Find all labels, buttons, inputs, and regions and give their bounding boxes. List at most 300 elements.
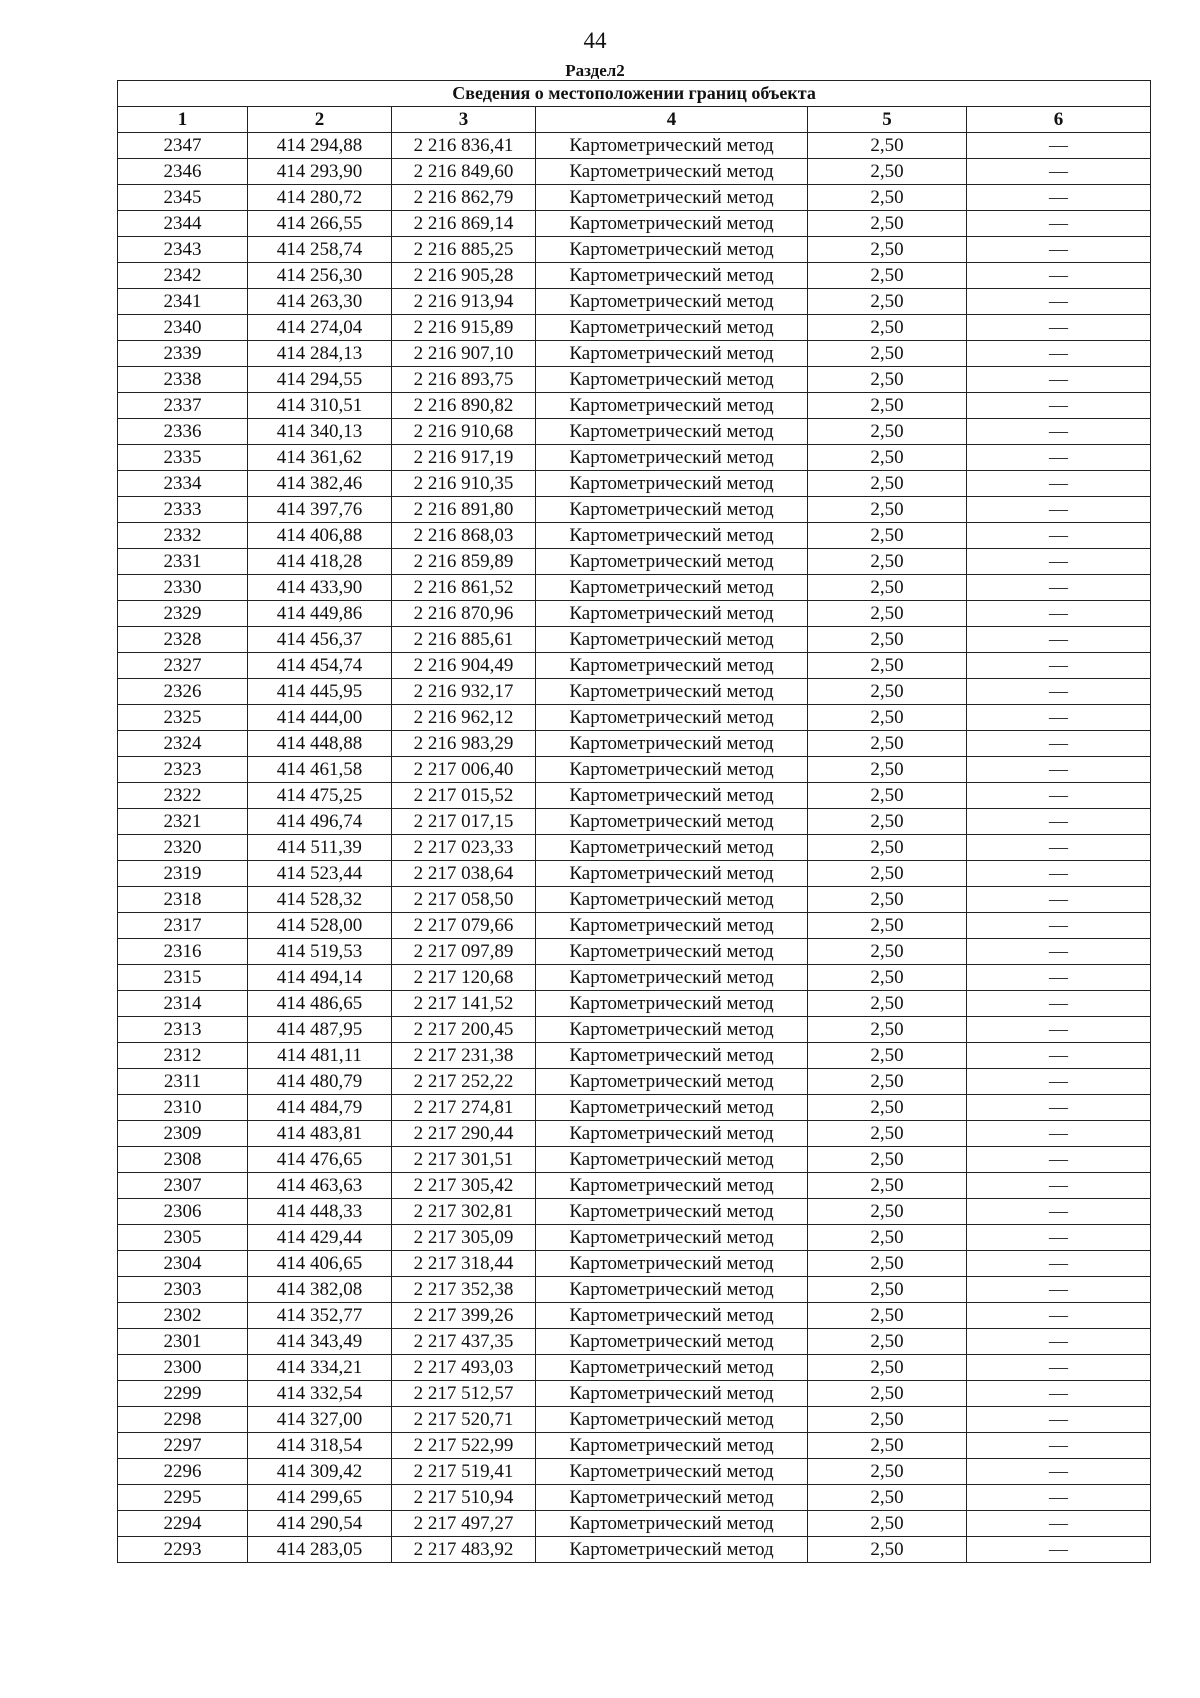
x-coordinate-cell: 414 283,05 xyxy=(248,1537,392,1563)
y-coordinate-cell: 2 217 274,81 xyxy=(392,1095,536,1121)
accuracy-cell: 2,50 xyxy=(808,445,967,471)
y-coordinate-cell: 2 217 200,45 xyxy=(392,1017,536,1043)
x-coordinate-cell: 414 445,95 xyxy=(248,679,392,705)
point-number-cell: 2323 xyxy=(118,757,248,783)
y-coordinate-cell: 2 216 915,89 xyxy=(392,315,536,341)
y-coordinate-cell: 2 217 318,44 xyxy=(392,1251,536,1277)
description-cell: — xyxy=(967,289,1151,315)
description-cell: — xyxy=(967,965,1151,991)
x-coordinate-cell: 414 327,00 xyxy=(248,1407,392,1433)
y-coordinate-cell: 2 217 519,41 xyxy=(392,1459,536,1485)
method-cell: Картометрический метод xyxy=(536,627,808,653)
description-cell: — xyxy=(967,939,1151,965)
y-coordinate-cell: 2 217 399,26 xyxy=(392,1303,536,1329)
table-row xyxy=(118,991,1151,1017)
x-coordinate-cell: 414 444,00 xyxy=(248,705,392,731)
accuracy-cell: 2,50 xyxy=(808,497,967,523)
y-coordinate-cell: 2 217 252,22 xyxy=(392,1069,536,1095)
accuracy-cell: 2,50 xyxy=(808,783,967,809)
description-cell: — xyxy=(967,1069,1151,1095)
x-coordinate-cell: 414 266,55 xyxy=(248,211,392,237)
point-number-cell: 2346 xyxy=(118,159,248,185)
y-coordinate-cell: 2 217 015,52 xyxy=(392,783,536,809)
point-number-cell: 2309 xyxy=(118,1121,248,1147)
method-cell: Картометрический метод xyxy=(536,1277,808,1303)
table-row xyxy=(118,341,1151,367)
y-coordinate-cell: 2 217 352,38 xyxy=(392,1277,536,1303)
table-row xyxy=(118,1199,1151,1225)
point-number-cell: 2344 xyxy=(118,211,248,237)
description-cell: — xyxy=(967,497,1151,523)
point-number-cell: 2329 xyxy=(118,601,248,627)
table-row xyxy=(118,1485,1151,1511)
table-row xyxy=(118,1043,1151,1069)
point-number-cell: 2341 xyxy=(118,289,248,315)
y-coordinate-cell: 2 217 520,71 xyxy=(392,1407,536,1433)
description-cell: — xyxy=(967,1381,1151,1407)
x-coordinate-cell: 414 334,21 xyxy=(248,1355,392,1381)
point-number-cell: 2338 xyxy=(118,367,248,393)
x-coordinate-cell: 414 480,79 xyxy=(248,1069,392,1095)
accuracy-cell: 2,50 xyxy=(808,887,967,913)
method-cell: Картометрический метод xyxy=(536,861,808,887)
method-cell: Картометрический метод xyxy=(536,835,808,861)
table-row xyxy=(118,1095,1151,1121)
description-cell: — xyxy=(967,809,1151,835)
point-number-cell: 2299 xyxy=(118,1381,248,1407)
table-row xyxy=(118,497,1151,523)
point-number-cell: 2301 xyxy=(118,1329,248,1355)
accuracy-cell: 2,50 xyxy=(808,1485,967,1511)
description-cell: — xyxy=(967,1355,1151,1381)
y-coordinate-cell: 2 217 006,40 xyxy=(392,757,536,783)
y-coordinate-cell: 2 217 141,52 xyxy=(392,991,536,1017)
point-number-cell: 2307 xyxy=(118,1173,248,1199)
x-coordinate-cell: 414 463,63 xyxy=(248,1173,392,1199)
method-cell: Картометрический метод xyxy=(536,419,808,445)
x-coordinate-cell: 414 280,72 xyxy=(248,185,392,211)
table-row xyxy=(118,809,1151,835)
description-cell: — xyxy=(967,393,1151,419)
table-row xyxy=(118,575,1151,601)
x-coordinate-cell: 414 448,88 xyxy=(248,731,392,757)
accuracy-cell: 2,50 xyxy=(808,367,967,393)
table-row xyxy=(118,1303,1151,1329)
y-coordinate-cell: 2 217 290,44 xyxy=(392,1121,536,1147)
description-cell: — xyxy=(967,679,1151,705)
point-number-cell: 2330 xyxy=(118,575,248,601)
accuracy-cell: 2,50 xyxy=(808,159,967,185)
method-cell: Картометрический метод xyxy=(536,1355,808,1381)
description-cell: — xyxy=(967,367,1151,393)
method-cell: Картометрический метод xyxy=(536,1147,808,1173)
table-row xyxy=(118,211,1151,237)
y-coordinate-cell: 2 216 891,80 xyxy=(392,497,536,523)
point-number-cell: 2314 xyxy=(118,991,248,1017)
y-coordinate-cell: 2 216 836,41 xyxy=(392,133,536,159)
method-cell: Картометрический метод xyxy=(536,705,808,731)
method-cell: Картометрический метод xyxy=(536,1485,808,1511)
x-coordinate-cell: 414 511,39 xyxy=(248,835,392,861)
page-number: 44 xyxy=(583,28,607,53)
y-coordinate-cell: 2 217 231,38 xyxy=(392,1043,536,1069)
accuracy-cell: 2,50 xyxy=(808,1329,967,1355)
method-cell: Картометрический метод xyxy=(536,1407,808,1433)
accuracy-cell: 2,50 xyxy=(808,1251,967,1277)
x-coordinate-cell: 414 476,65 xyxy=(248,1147,392,1173)
x-coordinate-cell: 414 343,49 xyxy=(248,1329,392,1355)
point-number-cell: 2325 xyxy=(118,705,248,731)
method-cell: Картометрический метод xyxy=(536,1043,808,1069)
table-row xyxy=(118,783,1151,809)
accuracy-cell: 2,50 xyxy=(808,601,967,627)
column-number-row xyxy=(118,107,1151,133)
accuracy-cell: 2,50 xyxy=(808,1277,967,1303)
table-row xyxy=(118,1381,1151,1407)
method-cell: Картометрический метод xyxy=(536,731,808,757)
x-coordinate-cell: 414 481,11 xyxy=(248,1043,392,1069)
accuracy-cell: 2,50 xyxy=(808,1381,967,1407)
y-coordinate-cell: 2 216 859,89 xyxy=(392,549,536,575)
accuracy-cell: 2,50 xyxy=(808,1199,967,1225)
point-number-cell: 2320 xyxy=(118,835,248,861)
method-cell: Картометрический метод xyxy=(536,1225,808,1251)
accuracy-cell: 2,50 xyxy=(808,757,967,783)
description-cell: — xyxy=(967,185,1151,211)
method-cell: Картометрический метод xyxy=(536,783,808,809)
accuracy-cell: 2,50 xyxy=(808,913,967,939)
point-number-cell: 2342 xyxy=(118,263,248,289)
point-number-cell: 2297 xyxy=(118,1433,248,1459)
y-coordinate-cell: 2 216 861,52 xyxy=(392,575,536,601)
description-cell: — xyxy=(967,757,1151,783)
method-cell: Картометрический метод xyxy=(536,523,808,549)
table-row xyxy=(118,1251,1151,1277)
x-coordinate-cell: 414 293,90 xyxy=(248,159,392,185)
x-coordinate-cell: 414 519,53 xyxy=(248,939,392,965)
x-coordinate-cell: 414 352,77 xyxy=(248,1303,392,1329)
method-cell: Картометрический метод xyxy=(536,367,808,393)
x-coordinate-cell: 414 433,90 xyxy=(248,575,392,601)
accuracy-cell: 2,50 xyxy=(808,1355,967,1381)
accuracy-cell: 2,50 xyxy=(808,419,967,445)
x-coordinate-cell: 414 429,44 xyxy=(248,1225,392,1251)
accuracy-cell: 2,50 xyxy=(808,237,967,263)
column-header: 4 xyxy=(536,107,808,133)
description-cell: — xyxy=(967,1043,1151,1069)
point-number-cell: 2304 xyxy=(118,1251,248,1277)
description-cell: — xyxy=(967,1147,1151,1173)
point-number-cell: 2295 xyxy=(118,1485,248,1511)
y-coordinate-cell: 2 216 893,75 xyxy=(392,367,536,393)
y-coordinate-cell: 2 216 910,68 xyxy=(392,419,536,445)
accuracy-cell: 2,50 xyxy=(808,705,967,731)
accuracy-cell: 2,50 xyxy=(808,679,967,705)
table-body xyxy=(118,133,1151,1563)
description-cell: — xyxy=(967,913,1151,939)
table-title: Сведения о местоположении границ объекта xyxy=(118,81,1151,107)
point-number-cell: 2311 xyxy=(118,1069,248,1095)
y-coordinate-cell: 2 216 868,03 xyxy=(392,523,536,549)
x-coordinate-cell: 414 318,54 xyxy=(248,1433,392,1459)
y-coordinate-cell: 2 217 437,35 xyxy=(392,1329,536,1355)
accuracy-cell: 2,50 xyxy=(808,1433,967,1459)
x-coordinate-cell: 414 406,88 xyxy=(248,523,392,549)
method-cell: Картометрический метод xyxy=(536,1199,808,1225)
method-cell: Картометрический метод xyxy=(536,1069,808,1095)
table-row xyxy=(118,1433,1151,1459)
description-cell: — xyxy=(967,211,1151,237)
description-cell: — xyxy=(967,445,1151,471)
point-number-cell: 2305 xyxy=(118,1225,248,1251)
description-cell: — xyxy=(967,575,1151,601)
description-cell: — xyxy=(967,1537,1151,1563)
description-cell: — xyxy=(967,887,1151,913)
y-coordinate-cell: 2 216 885,25 xyxy=(392,237,536,263)
method-cell: Картометрический метод xyxy=(536,1251,808,1277)
accuracy-cell: 2,50 xyxy=(808,575,967,601)
x-coordinate-cell: 414 397,76 xyxy=(248,497,392,523)
accuracy-cell: 2,50 xyxy=(808,861,967,887)
table-row xyxy=(118,1355,1151,1381)
accuracy-cell: 2,50 xyxy=(808,809,967,835)
description-cell: — xyxy=(967,523,1151,549)
column-header: 2 xyxy=(248,107,392,133)
x-coordinate-cell: 414 483,81 xyxy=(248,1121,392,1147)
method-cell: Картометрический метод xyxy=(536,939,808,965)
table-row xyxy=(118,731,1151,757)
table-row xyxy=(118,1537,1151,1563)
point-number-cell: 2326 xyxy=(118,679,248,705)
point-number-cell: 2339 xyxy=(118,341,248,367)
method-cell: Картометрический метод xyxy=(536,1537,808,1563)
y-coordinate-cell: 2 217 097,89 xyxy=(392,939,536,965)
y-coordinate-cell: 2 217 305,09 xyxy=(392,1225,536,1251)
description-cell: — xyxy=(967,159,1151,185)
x-coordinate-cell: 414 294,88 xyxy=(248,133,392,159)
method-cell: Картометрический метод xyxy=(536,679,808,705)
method-cell: Картометрический метод xyxy=(536,1303,808,1329)
table-row xyxy=(118,1147,1151,1173)
accuracy-cell: 2,50 xyxy=(808,1043,967,1069)
point-number-cell: 2335 xyxy=(118,445,248,471)
accuracy-cell: 2,50 xyxy=(808,835,967,861)
column-header: 6 xyxy=(967,107,1151,133)
description-cell: — xyxy=(967,133,1151,159)
y-coordinate-cell: 2 217 302,81 xyxy=(392,1199,536,1225)
y-coordinate-cell: 2 216 849,60 xyxy=(392,159,536,185)
x-coordinate-cell: 414 494,14 xyxy=(248,965,392,991)
table-row xyxy=(118,263,1151,289)
y-coordinate-cell: 2 216 913,94 xyxy=(392,289,536,315)
accuracy-cell: 2,50 xyxy=(808,1147,967,1173)
y-coordinate-cell: 2 217 497,27 xyxy=(392,1511,536,1537)
method-cell: Картометрический метод xyxy=(536,1329,808,1355)
table-row xyxy=(118,1121,1151,1147)
accuracy-cell: 2,50 xyxy=(808,965,967,991)
point-number-cell: 2296 xyxy=(118,1459,248,1485)
section-label: Раздел2 xyxy=(565,61,625,80)
point-number-cell: 2345 xyxy=(118,185,248,211)
accuracy-cell: 2,50 xyxy=(808,1017,967,1043)
table-row xyxy=(118,757,1151,783)
accuracy-cell: 2,50 xyxy=(808,393,967,419)
y-coordinate-cell: 2 216 870,96 xyxy=(392,601,536,627)
x-coordinate-cell: 414 290,54 xyxy=(248,1511,392,1537)
y-coordinate-cell: 2 216 932,17 xyxy=(392,679,536,705)
table-row xyxy=(118,1459,1151,1485)
method-cell: Картометрический метод xyxy=(536,1459,808,1485)
method-cell: Картометрический метод xyxy=(536,133,808,159)
x-coordinate-cell: 414 332,54 xyxy=(248,1381,392,1407)
x-coordinate-cell: 414 294,55 xyxy=(248,367,392,393)
y-coordinate-cell: 2 216 917,19 xyxy=(392,445,536,471)
point-number-cell: 2331 xyxy=(118,549,248,575)
method-cell: Картометрический метод xyxy=(536,159,808,185)
y-coordinate-cell: 2 216 885,61 xyxy=(392,627,536,653)
table-row xyxy=(118,601,1151,627)
x-coordinate-cell: 414 309,42 xyxy=(248,1459,392,1485)
description-cell: — xyxy=(967,1251,1151,1277)
description-cell: — xyxy=(967,601,1151,627)
description-cell: — xyxy=(967,419,1151,445)
point-number-cell: 2306 xyxy=(118,1199,248,1225)
x-coordinate-cell: 414 449,86 xyxy=(248,601,392,627)
table-row xyxy=(118,653,1151,679)
table-row xyxy=(118,445,1151,471)
y-coordinate-cell: 2 217 510,94 xyxy=(392,1485,536,1511)
point-number-cell: 2318 xyxy=(118,887,248,913)
point-number-cell: 2340 xyxy=(118,315,248,341)
accuracy-cell: 2,50 xyxy=(808,471,967,497)
point-number-cell: 2337 xyxy=(118,393,248,419)
x-coordinate-cell: 414 274,04 xyxy=(248,315,392,341)
table-row xyxy=(118,1511,1151,1537)
accuracy-cell: 2,50 xyxy=(808,1303,967,1329)
method-cell: Картометрический метод xyxy=(536,1017,808,1043)
accuracy-cell: 2,50 xyxy=(808,341,967,367)
point-number-cell: 2316 xyxy=(118,939,248,965)
method-cell: Картометрический метод xyxy=(536,471,808,497)
description-cell: — xyxy=(967,1433,1151,1459)
x-coordinate-cell: 414 454,74 xyxy=(248,653,392,679)
accuracy-cell: 2,50 xyxy=(808,315,967,341)
y-coordinate-cell: 2 217 522,99 xyxy=(392,1433,536,1459)
y-coordinate-cell: 2 217 120,68 xyxy=(392,965,536,991)
accuracy-cell: 2,50 xyxy=(808,133,967,159)
method-cell: Картометрический метод xyxy=(536,757,808,783)
x-coordinate-cell: 414 382,08 xyxy=(248,1277,392,1303)
description-cell: — xyxy=(967,627,1151,653)
table-row xyxy=(118,679,1151,705)
y-coordinate-cell: 2 217 493,03 xyxy=(392,1355,536,1381)
accuracy-cell: 2,50 xyxy=(808,1095,967,1121)
description-cell: — xyxy=(967,1017,1151,1043)
x-coordinate-cell: 414 496,74 xyxy=(248,809,392,835)
x-coordinate-cell: 414 456,37 xyxy=(248,627,392,653)
description-cell: — xyxy=(967,263,1151,289)
table-row xyxy=(118,1173,1151,1199)
y-coordinate-cell: 2 217 023,33 xyxy=(392,835,536,861)
table-row xyxy=(118,1069,1151,1095)
y-coordinate-cell: 2 216 890,82 xyxy=(392,393,536,419)
table-row xyxy=(118,185,1151,211)
column-header: 3 xyxy=(392,107,536,133)
description-cell: — xyxy=(967,1407,1151,1433)
column-header: 1 xyxy=(118,107,248,133)
description-cell: — xyxy=(967,731,1151,757)
point-number-cell: 2333 xyxy=(118,497,248,523)
description-cell: — xyxy=(967,237,1151,263)
accuracy-cell: 2,50 xyxy=(808,1225,967,1251)
table-row xyxy=(118,965,1151,991)
point-number-cell: 2315 xyxy=(118,965,248,991)
method-cell: Картометрический метод xyxy=(536,1511,808,1537)
y-coordinate-cell: 2 217 038,64 xyxy=(392,861,536,887)
description-cell: — xyxy=(967,1459,1151,1485)
y-coordinate-cell: 2 217 512,57 xyxy=(392,1381,536,1407)
method-cell: Картометрический метод xyxy=(536,497,808,523)
y-coordinate-cell: 2 217 301,51 xyxy=(392,1147,536,1173)
method-cell: Картометрический метод xyxy=(536,887,808,913)
accuracy-cell: 2,50 xyxy=(808,523,967,549)
method-cell: Картометрический метод xyxy=(536,1433,808,1459)
table-row xyxy=(118,237,1151,263)
accuracy-cell: 2,50 xyxy=(808,1407,967,1433)
description-cell: — xyxy=(967,471,1151,497)
table-row xyxy=(118,861,1151,887)
point-number-cell: 2328 xyxy=(118,627,248,653)
description-cell: — xyxy=(967,1095,1151,1121)
y-coordinate-cell: 2 217 079,66 xyxy=(392,913,536,939)
method-cell: Картометрический метод xyxy=(536,965,808,991)
point-number-cell: 2308 xyxy=(118,1147,248,1173)
point-number-cell: 2310 xyxy=(118,1095,248,1121)
x-coordinate-cell: 414 487,95 xyxy=(248,1017,392,1043)
description-cell: — xyxy=(967,1511,1151,1537)
point-number-cell: 2303 xyxy=(118,1277,248,1303)
accuracy-cell: 2,50 xyxy=(808,1121,967,1147)
x-coordinate-cell: 414 475,25 xyxy=(248,783,392,809)
accuracy-cell: 2,50 xyxy=(808,263,967,289)
description-cell: — xyxy=(967,315,1151,341)
x-coordinate-cell: 414 382,46 xyxy=(248,471,392,497)
table-row xyxy=(118,835,1151,861)
x-coordinate-cell: 414 256,30 xyxy=(248,263,392,289)
description-cell: — xyxy=(967,783,1151,809)
table-row xyxy=(118,1225,1151,1251)
x-coordinate-cell: 414 284,13 xyxy=(248,341,392,367)
point-number-cell: 2324 xyxy=(118,731,248,757)
table-row xyxy=(118,471,1151,497)
table-row xyxy=(118,159,1151,185)
accuracy-cell: 2,50 xyxy=(808,731,967,757)
accuracy-cell: 2,50 xyxy=(808,185,967,211)
point-number-cell: 2332 xyxy=(118,523,248,549)
method-cell: Картометрический метод xyxy=(536,263,808,289)
x-coordinate-cell: 414 448,33 xyxy=(248,1199,392,1225)
y-coordinate-cell: 2 216 910,35 xyxy=(392,471,536,497)
method-cell: Картометрический метод xyxy=(536,1173,808,1199)
table-row xyxy=(118,1329,1151,1355)
method-cell: Картометрический метод xyxy=(536,393,808,419)
y-coordinate-cell: 2 217 058,50 xyxy=(392,887,536,913)
method-cell: Картометрический метод xyxy=(536,211,808,237)
x-coordinate-cell: 414 310,51 xyxy=(248,393,392,419)
point-number-cell: 2312 xyxy=(118,1043,248,1069)
method-cell: Картометрический метод xyxy=(536,315,808,341)
method-cell: Картометрический метод xyxy=(536,549,808,575)
